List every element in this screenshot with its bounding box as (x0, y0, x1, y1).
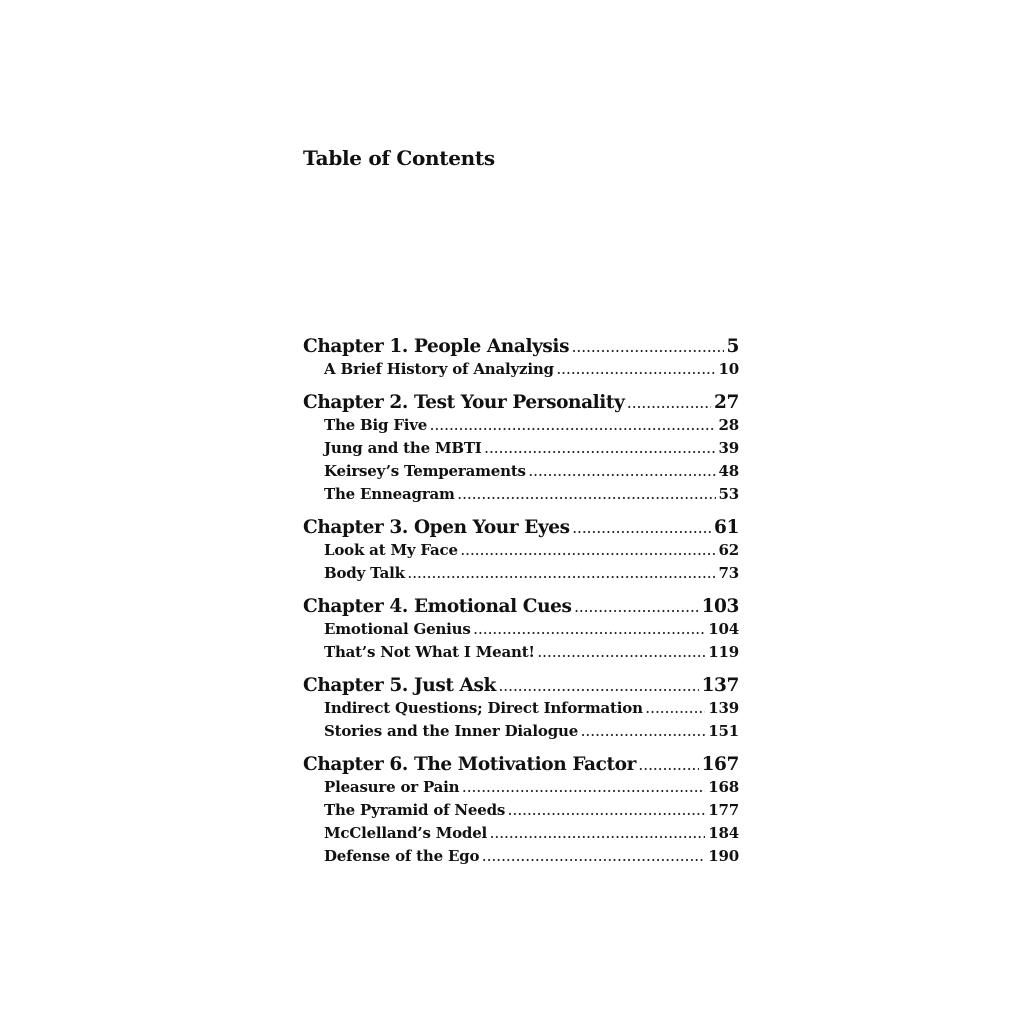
section-entry-page-number: 73 (718, 564, 739, 582)
section-entry-label: Jung and the MBTI (324, 439, 482, 457)
section-entry-page-number: 168 (708, 778, 739, 796)
section-entry (303, 847, 739, 870)
section-entry-label: Body Talk (324, 564, 405, 582)
section-entry-label: The Enneagram (324, 485, 455, 503)
dot-leader (485, 443, 716, 456)
table-of-contents (303, 336, 739, 879)
section-entry-label: That’s Not What I Meant! (324, 643, 535, 661)
dot-leader (639, 760, 699, 773)
chapter-entry-page-number: 5 (726, 336, 739, 357)
section-entry-label: Indirect Questions; Direct Information (324, 699, 643, 717)
chapter-entry-label: Chapter 5. Just Ask (303, 675, 496, 696)
section-entry-page-number: 190 (708, 847, 739, 865)
dot-leader (627, 398, 711, 411)
section-entry-label: Pleasure or Pain (324, 778, 460, 796)
chapter-entry-label: Chapter 4. Emotional Cues (303, 596, 572, 617)
section-entry-page-number: 104 (708, 620, 739, 638)
chapter-block (303, 336, 739, 383)
chapter-entry (303, 675, 739, 699)
section-entry-page-number: 62 (718, 541, 739, 559)
section-entry (303, 564, 739, 587)
dot-leader (458, 489, 716, 502)
section-entry-page-number: 53 (718, 485, 739, 503)
chapter-entry-label: Chapter 3. Open Your Eyes (303, 517, 570, 538)
chapter-entry (303, 517, 739, 541)
section-entry (303, 620, 739, 643)
section-entry-page-number: 10 (718, 360, 739, 378)
section-entry-label: The Big Five (324, 416, 428, 434)
section-entry (303, 643, 739, 666)
chapter-block (303, 596, 739, 666)
section-entry-page-number: 28 (718, 416, 739, 434)
section-entry-label: Look at My Face (324, 541, 458, 559)
dot-leader (646, 703, 705, 716)
section-entry (303, 360, 739, 383)
section-entry-label: Keirsey’s Temperaments (324, 462, 526, 480)
section-entry-page-number: 184 (708, 824, 739, 842)
dot-leader (482, 851, 705, 864)
section-entry-page-number: 139 (708, 699, 739, 717)
dot-leader (575, 602, 699, 615)
chapter-entry-label: Chapter 1. People Analysis (303, 336, 570, 357)
section-entry (303, 485, 739, 508)
dot-leader (408, 568, 716, 581)
section-entry (303, 462, 739, 485)
dot-leader (474, 624, 706, 637)
section-entry (303, 801, 739, 824)
dot-leader (462, 782, 705, 795)
section-entry-page-number: 48 (718, 462, 739, 480)
section-entry-label: Emotional Genius (324, 620, 471, 638)
dot-leader (508, 805, 705, 818)
chapter-entry-page-number: 167 (701, 754, 739, 775)
section-entry (303, 439, 739, 462)
section-entry (303, 416, 739, 439)
page-title: Table of Contents (303, 146, 495, 170)
section-entry (303, 824, 739, 847)
chapter-entry-label: Chapter 6. The Motivation Factor (303, 754, 636, 775)
section-entry-label: A Brief History of Analyzing (324, 360, 554, 378)
chapter-entry (303, 392, 739, 416)
dot-leader (461, 545, 716, 558)
section-entry-page-number: 151 (708, 722, 739, 740)
dot-leader (529, 466, 716, 479)
section-entry-label: Stories and the Inner Dialogue (324, 722, 579, 740)
chapter-entry (303, 336, 739, 360)
section-entry-page-number: 177 (708, 801, 739, 819)
chapter-entry (303, 754, 739, 778)
section-entry-label: Defense of the Ego (324, 847, 480, 865)
chapter-block (303, 392, 739, 508)
dot-leader (499, 681, 699, 694)
chapter-entry-label: Chapter 2. Test Your Personality (303, 392, 625, 413)
section-entry (303, 699, 739, 722)
section-entry-page-number: 39 (718, 439, 739, 457)
dot-leader (538, 647, 705, 660)
dot-leader (572, 342, 723, 355)
section-entry (303, 541, 739, 564)
dot-leader (581, 726, 705, 739)
section-entry-page-number: 119 (708, 643, 739, 661)
section-entry (303, 778, 739, 801)
section-entry-label: McClelland’s Model (324, 824, 488, 842)
dot-leader (490, 828, 705, 841)
dot-leader (430, 420, 715, 433)
section-entry (303, 722, 739, 745)
dot-leader (557, 364, 716, 377)
chapter-entry-page-number: 61 (714, 517, 739, 538)
chapter-block (303, 754, 739, 870)
chapter-entry-page-number: 103 (701, 596, 739, 617)
chapter-block (303, 517, 739, 587)
chapter-entry-page-number: 137 (701, 675, 739, 696)
chapter-entry-page-number: 27 (714, 392, 739, 413)
section-entry-label: The Pyramid of Needs (324, 801, 506, 819)
chapter-block (303, 675, 739, 745)
dot-leader (573, 523, 711, 536)
chapter-entry (303, 596, 739, 620)
